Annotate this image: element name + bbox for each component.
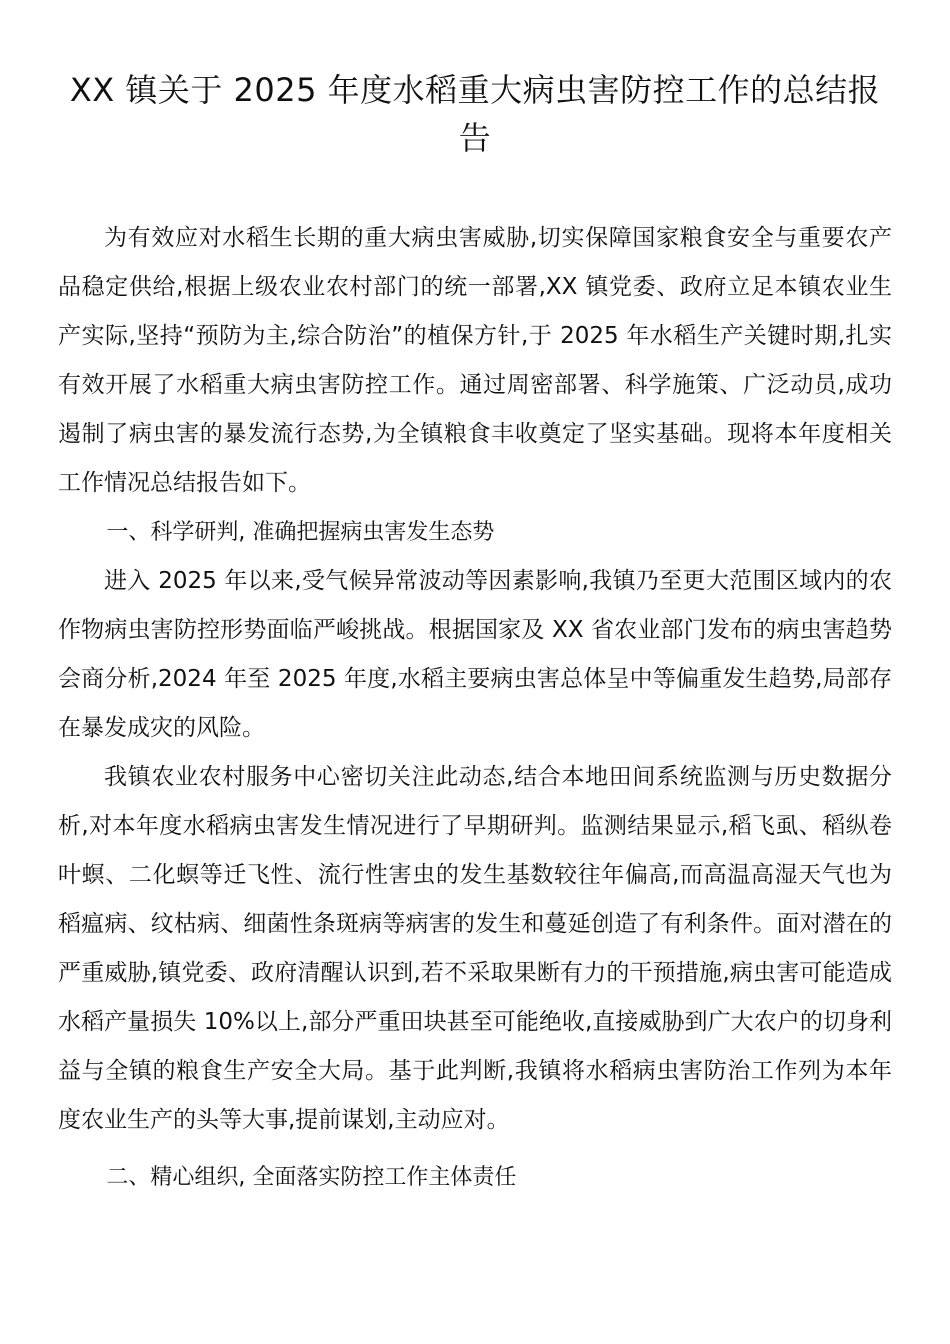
section-heading-2: 二、精心组织, 全面落实防控工作主体责任 [106,1165,517,1190]
section-1-paragraph-1: 进入 2025 年以来,受气候异常波动等因素影响,我镇乃至更大范围区域内的农作物病虫害防控形势面临严峻挑战。根据国家及 XX 省农业部门发布的病虫害趋势会商分析,2024 年至 2025 年度,水稻主要病虫害总体呈中等偏重发生趋势,局部存在暴发成灾的风险。 [58,568,892,741]
document-body [58,214,892,1202]
document-page [58,0,892,1190]
section-heading-1: 一、科学研判, 准确把握病虫害发生态势 [106,520,495,545]
document-title: XX 镇关于 2025 年度水稻重大病虫害防控工作的总结报告 [69,71,881,157]
intro-paragraph: 为有效应对水稻生长期的重大病虫害威胁,切实保障国家粮食安全与重要农产品稳定供给,根据上级农业农村部门的统一部署,XX 镇党委、政府立足本镇农业生产实际,坚持“预防为主,综合防治”的植保方针,于 2025 年水稻生产关键时期,扎实有效开展了水稻重大病虫害防控工作。通过周密部署、科学施策、广泛动员,成功遏制了病虫害的暴发流行态势,为全镇粮食丰收奠定了坚实基础。现将本年度相关工作情况总结报告如下。 [58,225,892,496]
section-1-paragraph-2: 我镇农业农村服务中心密切关注此动态,结合本地田间系统监测与历史数据分析,对本年度水稻病虫害发生情况进行了早期研判。监测结果显示,稻飞虱、稻纵卷叶螟、二化螟等迁飞性、流行性害虫的发生基数较往年偏高,而高温高湿天气也为稻瘟病、纹枯病、细菌性条斑病等病害的发生和蔓延创造了有利条件。面对潜在的严重威胁,镇党委、政府清醒认识到,若不采取果断有力的干预措施,病虫害可能造成水稻产量损失 10%以上,部分严重田块甚至可能绝收,直接威胁到广大农户的切身利益与全镇的粮食生产安全大局。基于此判断,我镇将水稻病虫害防治工作列为本年度农业生产的头等大事,提前谋划,主动应对。 [58,764,892,1133]
